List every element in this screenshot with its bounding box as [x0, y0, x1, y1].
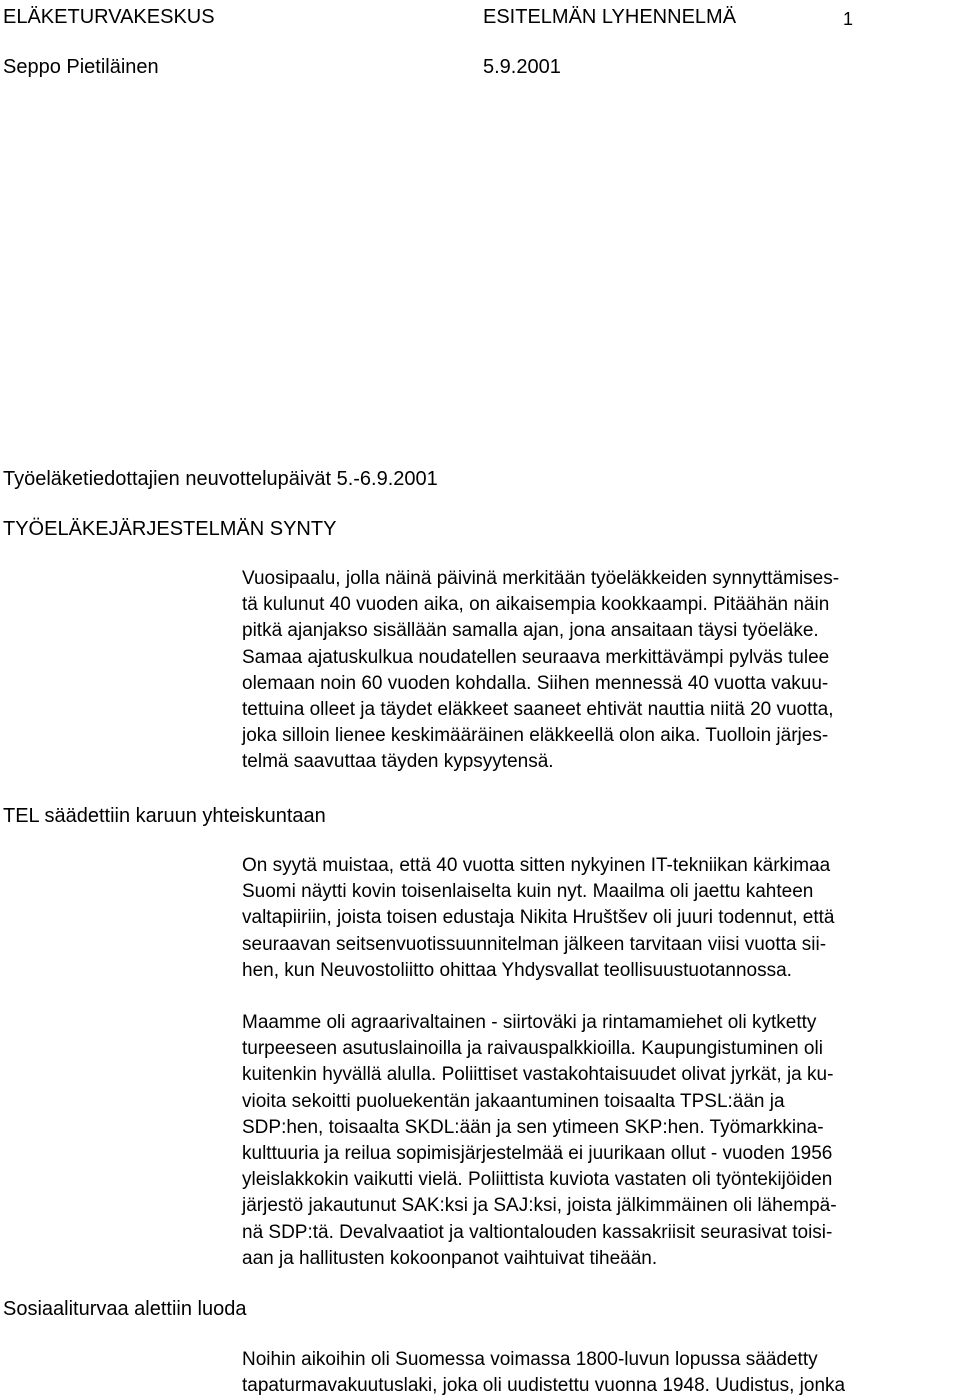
- text-line: pitkä ajanjakso sisällään samalla ajan, jona ansaitaan täysi työeläke.: [242, 620, 819, 642]
- text-line: telmä saavuttaa täyden kypsyytensä.: [242, 751, 554, 773]
- body-paragraph: [242, 566, 839, 776]
- text-line: tettuina olleet ja täydet eläkkeet saaneet ehtivät nauttia niitä 20 vuotta,: [242, 699, 834, 721]
- text-line: SDP:hen, toisaalta SKDL:ään ja sen ytimeen SKP:hen. Työmarkkina-: [242, 1116, 824, 1138]
- event-line: Työeläketiedottajien neuvottelupäivät 5.-6.9.2001: [3, 468, 438, 490]
- text-line: tä kulunut 40 vuoden aika, on aikaisempia kookkaampi. Pitäähän näin: [242, 594, 830, 616]
- text-line: turpeeseen asutuslainoilla ja raivauspalkkioilla. Kaupungistuminen oli: [242, 1038, 823, 1060]
- text-line: valtapiiriin, joista toisen edustaja Nikita Hruštšev oli juuri todennut, että: [242, 907, 835, 929]
- text-line: Suomi näytti kovin toisenlaiselta kuin nyt. Maailma oli jaettu kahteen: [242, 881, 814, 903]
- text-line: joka silloin lienee keskimääräinen eläkkeellä olon aika. Tuolloin järjes-: [242, 725, 829, 747]
- body-paragraph: [242, 853, 834, 984]
- side-note: TEL säädettiin karuun yhteiskuntaan: [3, 805, 326, 827]
- body-paragraph: [242, 1010, 837, 1272]
- text-line: yleislakkokin vaikutti vielä. Poliittista kuviota vastaten oli työntekijöiden: [242, 1169, 833, 1191]
- text-line: hen, kun Neuvostoliitto ohittaa Yhdysvallat teollisuustuotannossa.: [242, 959, 792, 981]
- text-line: kulttuuria ja reilua sopimisjärjestelmää ei juurikaan ollut - vuoden 1956: [242, 1143, 833, 1165]
- text-line: kuitenkin hyvällä alulla. Poliittiset vastakohtaisuudet olivat jyrkät, ja ku-: [242, 1064, 834, 1086]
- text-line: Noihin aikoihin oli Suomessa voimassa 1800-luvun lopussa säädetty: [242, 1349, 818, 1370]
- side-note: Sosiaaliturvaa alettiin luoda: [3, 1298, 247, 1320]
- text-line: aan ja hallitusten kokoonpanot vaihtuivat tiheään.: [242, 1247, 658, 1269]
- document-title: TYÖELÄKEJÄRJESTELMÄN SYNTY: [3, 518, 337, 540]
- text-line: vioita sekoitti puoluekentän jakaantuminen toisaalta TPSL:ään ja: [242, 1090, 785, 1112]
- text-line: seuraavan seitsenvuotissuunnitelman jälkeen tarvitaan viisi vuotta sii-: [242, 933, 827, 955]
- text-line: nä SDP:tä. Devalvaatiot ja valtiontalouden kassakriisit seurasivat toisi-: [242, 1221, 833, 1243]
- document-type: ESITELMÄN LYHENNELMÄ: [483, 6, 737, 28]
- text-line: On syytä muistaa, että 40 vuotta sitten nykyinen IT-tekniikan kärkimaa: [242, 855, 831, 876]
- author-name: Seppo Pietiläinen: [3, 56, 159, 78]
- page-number: 1: [843, 9, 854, 29]
- text-line: Maamme oli agraarivaltainen - siirtoväki ja rintamamiehet oli kytketty: [242, 1012, 817, 1033]
- text-line: Samaa ajatuskulkua noudatellen seuraava merkittävämpi pylväs tulee: [242, 646, 830, 668]
- organization-name: ELÄKETURVAKESKUS: [3, 6, 215, 28]
- text-line: järjestö jakautunut SAK:ksi ja SAJ:ksi, joista jälkimmäinen oli lähempä-: [242, 1195, 837, 1217]
- text-line: tapaturmavakuutuslaki, joka oli uudistettu vuonna 1948. Uudistus, jonka: [242, 1375, 846, 1397]
- text-line: Vuosipaalu, jolla näinä päivinä merkitään työeläkkeiden synnyttämises-: [242, 568, 840, 589]
- document-date: 5.9.2001: [483, 56, 561, 78]
- body-paragraph: [242, 1347, 845, 1399]
- text-line: olemaan noin 60 vuoden kohdalla. Siihen mennessä 40 vuotta vakuu-: [242, 672, 829, 694]
